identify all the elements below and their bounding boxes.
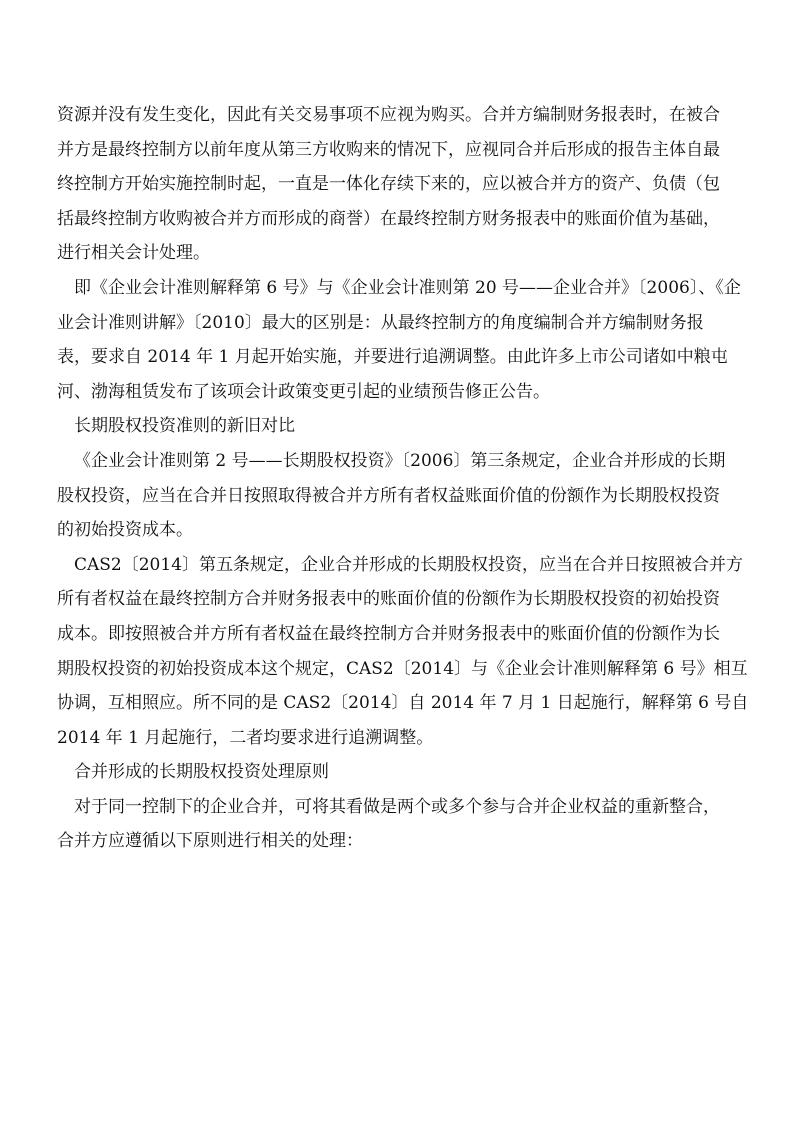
text-line: 成本。即按照被合并方所有者权益在最终控制方合并财务报表中的账面价值的份额作为长 bbox=[57, 623, 720, 644]
text-line: 期股权投资的初始投资成本这个规定，CAS2〔2014〕与《企业会计准则解释第 6 号》相互 bbox=[57, 658, 748, 679]
text-line: 2014 年 1 月起施行，二者均要求进行追溯调整。 bbox=[57, 727, 434, 748]
paragraph-business-combination-continuation bbox=[57, 98, 741, 271]
text-line: 并方是最终控制方以前年度从第三方收购来的情况下，应视同合并后形成的报告主体自最 bbox=[57, 139, 720, 160]
text-line: 合并方应遵循以下原则进行相关的处理： bbox=[57, 831, 363, 852]
text-line: 表，要求自 2014 年 1 月起开始实施，并要进行追溯调整。由此许多上市公司诸如中粮屯 bbox=[57, 347, 728, 368]
text-line: 《企业会计准则第 2 号——长期股权投资》〔2006〕第三条规定，企业合并形成的长期 bbox=[74, 450, 726, 471]
heading-text: 长期股权投资准则的新旧对比 bbox=[74, 416, 295, 437]
document-body bbox=[57, 98, 749, 859]
text-line: 进行相关会计处理。 bbox=[57, 243, 210, 264]
text-line: 的初始投资成本。 bbox=[57, 520, 193, 541]
heading-text: 合并形成的长期股权投资处理原则 bbox=[74, 762, 329, 783]
text-line: 河、渤海租赁发布了该项会计政策变更引起的业绩预告修正公告。 bbox=[57, 381, 550, 402]
paragraph-cas2-2006 bbox=[57, 444, 741, 548]
text-line: 终控制方开始实施控制时起，一直是一体化存续下来的，应以被合并方的资产、负债（包 bbox=[57, 174, 720, 195]
text-line: 股权投资，应当在合并日按照取得被合并方所有者权益账面价值的份额作为长期股权投资 bbox=[57, 485, 720, 506]
text-line: CAS2〔2014〕第五条规定，企业合并形成的长期股权投资，应当在合并日按照被合并方 bbox=[74, 554, 744, 575]
paragraph-interpretation-no6-difference bbox=[57, 271, 741, 409]
text-line: 括最终控制方收购被合并方而形成的商誉）在最终控制方财务报表中的账面价值为基础， bbox=[57, 208, 720, 229]
section-heading-standard-comparison bbox=[57, 409, 741, 444]
paragraph-same-control-combination bbox=[57, 790, 741, 859]
paragraph-cas2-2014 bbox=[57, 548, 749, 756]
text-line: 即《企业会计准则解释第 6 号》与《企业会计准则第 20 号——企业合并》〔2006〕、《企 bbox=[74, 277, 741, 298]
text-line: 资源并没有发生变化，因此有关交易事项不应视为购买。合并方编制财务报表时，在被合 bbox=[57, 105, 720, 125]
text-line: 协调，互相照应。所不同的是 CAS2〔2014〕自 2014 年 7 月 1 日起施行，解释第 6 号自 bbox=[57, 693, 749, 714]
text-line: 对于同一控制下的企业合并，可将其看做是两个或多个参与合并企业权益的重新整合， bbox=[74, 796, 720, 817]
text-line: 业会计准则讲解》〔2010〕最大的区别是：从最终控制方的角度编制合并方编制财务报 bbox=[57, 312, 704, 333]
section-heading-processing-principles bbox=[57, 755, 741, 790]
text-line: 所有者权益在最终控制方合并财务报表中的账面价值的份额作为长期股权投资的初始投资 bbox=[57, 589, 720, 610]
